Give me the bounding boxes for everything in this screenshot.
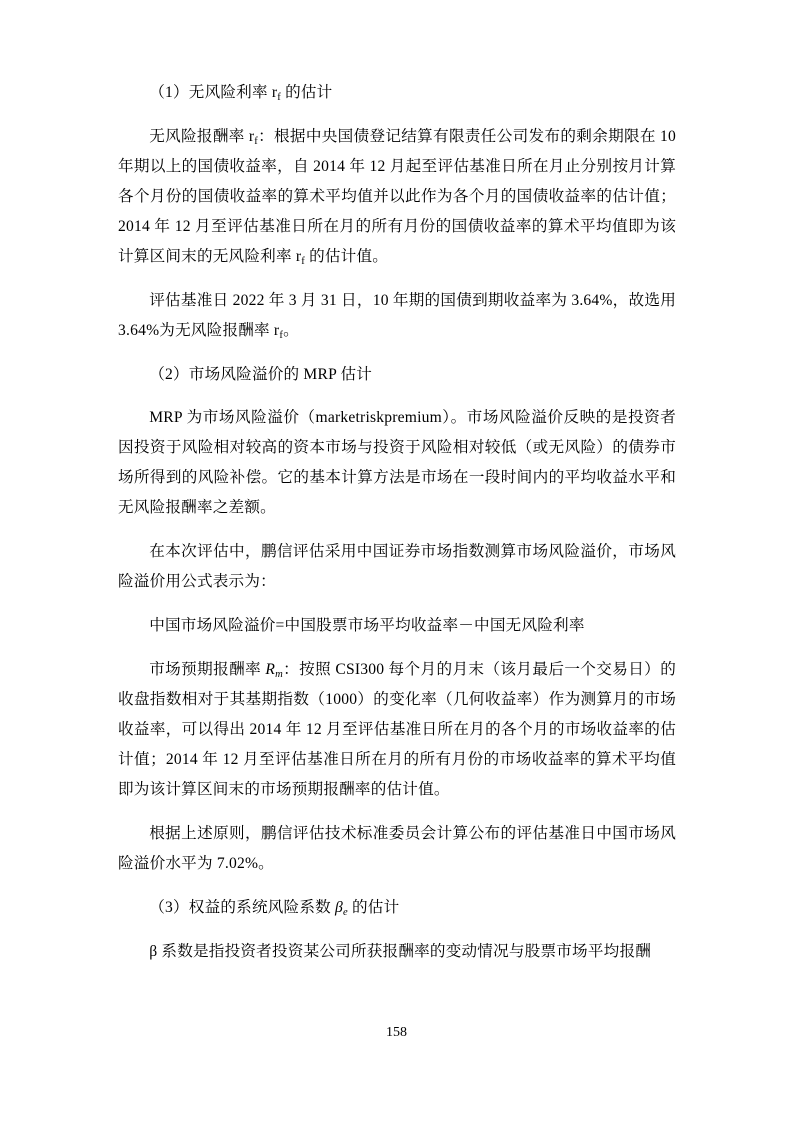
paragraph-3: 评估基准日 2022 年 3 月 31 日，10 年期的国债到期收益率为 3.64%，故选用 3.64%为无风险报酬率 $r_f$。 <box>118 291 676 341</box>
paragraph-8: 市场预期报酬率 $R_m$：按照 CSI300 每个月的月末（该月最后一个交易日）的收盘指数相对于其基期指数（1000）的变化率（几何收益率）作为测算月的市场收益率，可以得出 2014 年 12 月至评估基准日所在月的各个月的市场收益率的估计值；2014 年 12 月至评估基准日所在月的所有月份的市场收益率的算术平均值即为该计算区间末的市场预期报酬率的估计值。 <box>118 661 676 798</box>
subscript-e: e <box>342 906 348 918</box>
paragraph-9: 根据上述原则，鹏信评估技术标准委员会计算公布的评估基准日中国市场风险溢价水平为 7.02%。 <box>118 824 676 872</box>
paragraph-11: β 系数是指投资者投资某公司所获报酬率的变动情况与股票市场平均报酬 <box>149 942 652 960</box>
subscript-m: m <box>275 669 283 681</box>
subscript-f: f <box>277 92 281 104</box>
subscript-f: f <box>279 329 284 341</box>
paragraph-1: （1）无风险利率 $r_f$ 的估计 <box>149 84 333 104</box>
subscript-f: f <box>301 256 305 268</box>
page-content <box>118 78 676 980</box>
page-number: 158 <box>386 1025 407 1040</box>
symbol-beta-e: $\beta_e$ <box>335 898 348 918</box>
paragraph-10: （3）权益的系统风险系数 $\beta_e$ 的估计 <box>149 898 400 918</box>
paragraph-2: 无风险报酬率 $r_f$：根据中央国债登记结算有限责任公司发布的剩余期限在 10 年期以上的国债收益率，自 2014 年 12 月起至评估基准日所在月止分别按月计算各个月份的国债收益率的算术平均值并以此作为各个月的国债收益率的估计值；2014 年 12 月至评估基准日所在月的所有月份的国债收益率的算术平均值即为该计算区间末的无风险利率 $r_f$ 的估计值。 <box>118 127 676 268</box>
paragraph-6: 在本次评估中，鹏信评估采用中国证券市场指数测算市场风险溢价，市场风险溢价用公式表示为： <box>118 543 676 591</box>
paragraph-5: MRP 为市场风险溢价（marketriskpremium）。市场风险溢价反映的是投资者因投资于风险相对较高的资本市场与投资于风险相对较低（或无风险）的债券市场所得到的风险补偿。它的基本计算方法是市场在一段时间内的平均收益水平和无风险报酬率之差额。 <box>118 409 676 517</box>
symbol-rm: $R_m$ <box>265 661 283 681</box>
paragraph-4: （2）市场风险溢价的 MRP 估计 <box>149 365 373 383</box>
paragraph-7: 中国市场风险溢价=中国股票市场平均收益率－中国无风险利率 <box>149 617 585 635</box>
subscript-f: f <box>254 136 258 148</box>
